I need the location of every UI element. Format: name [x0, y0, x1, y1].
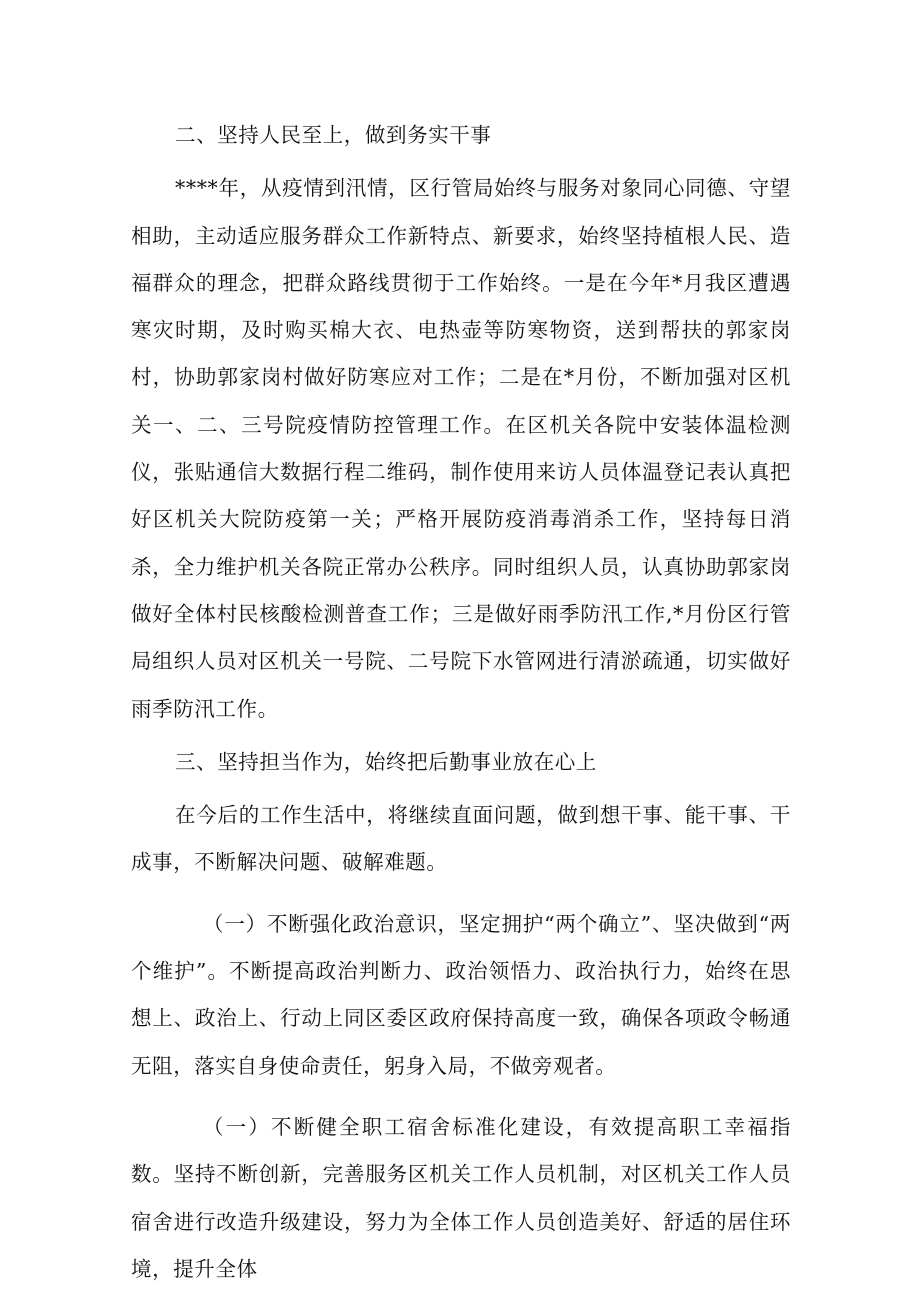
spacer	[131, 1090, 791, 1104]
section-3-heading: 三、坚持担当作为，始终把后勤事业放在心上	[175, 749, 597, 774]
item-1-paragraph: （一）不断强化政治意识，坚定拥护“两个确立”、坚决做到“两个维护”。不断提高政治判断力、政治领悟力、政治执行力，始终在思想上、政治上、行动上同区委区政府保持高度一致，确保各项政令畅通无阻，落实自身使命责任，躬身入局，不做旁观者。	[131, 911, 791, 1078]
section-3-intro-paragraph: 在今后的工作生活中，将继续直面问题，做到想干事、能干事、干成事，不断解决问题、破解难题。	[131, 803, 791, 875]
item-2-paragraph: （一）不断健全职工宿舍标准化建设，有效提高职工幸福指数。坚持不断创新，完善服务区机关工作人员机制，对区机关工作人员宿舍进行改造升级建设，努力为全体工作人员创造美好、舒适的居住环境，提升全体	[131, 1114, 791, 1281]
section-2-paragraph: ****年，从疫情到汛情，区行管局始终与服务对象同心同德、守望相助，主动适应服务群众工作新特点、新要求，始终坚持植根人民、造福群众的理念，把群众路线贯彻于工作始终。一是在今年*月我区遭遇寒灾时期，及时购买棉大衣、电热壶等防寒物资，送到帮扶的郭家岗村，协助郭家岗村做好防寒应对工作；二是在*月份，不断加强对区机关一、二、三号院疫情防控管理工作。在区机关各院中安装体温检测仪，张贴通信大数据行程二维码，制作使用来访人员体温登记表认真把好区机关大院防疫第一关；严格开展防疫消毒消杀工作，坚持每日消杀，全力维护机关各院正常办公秩序。同时组织人员，认真协助郭家岗做好全体村民核酸检测普查工作；三是做好雨季防汛工作,*月份区行管局组织人员对区机关一号院、二号院下水管网进行清淤疏通，切实做好雨季防汛工作。	[131, 176, 791, 721]
spacer	[131, 887, 791, 901]
section-2-heading: 二、坚持人民至上，做到务实干事	[175, 123, 492, 147]
document-body	[131, 112, 791, 1293]
